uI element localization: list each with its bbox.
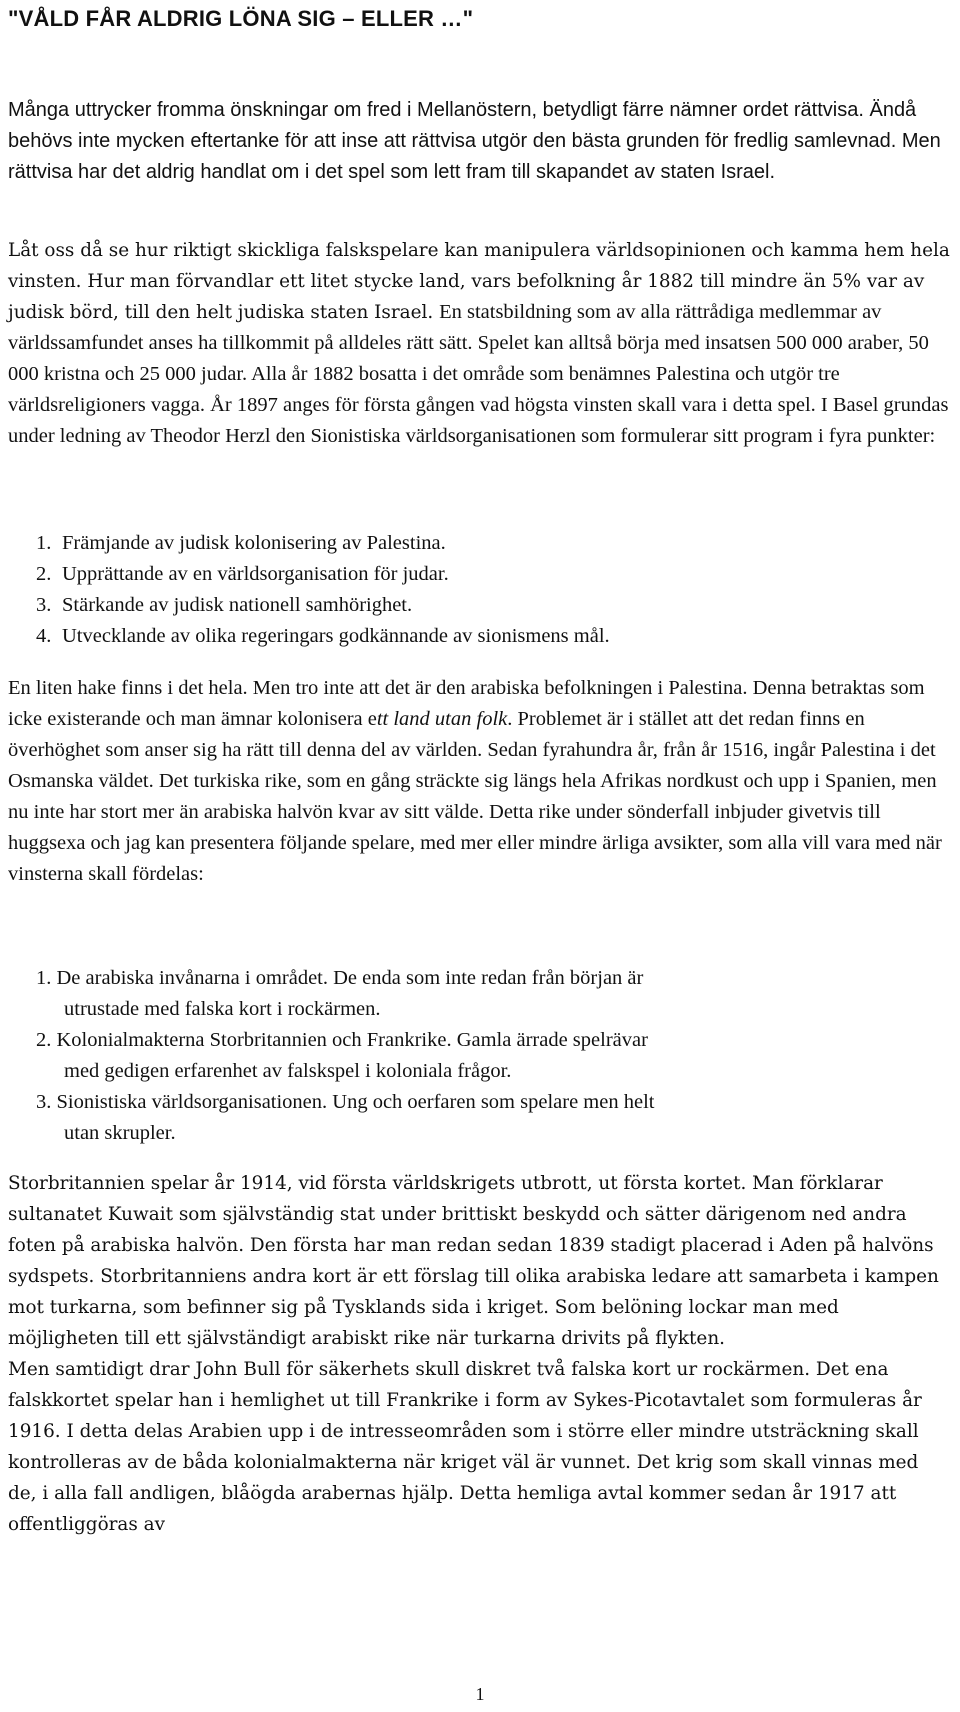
list-item: 4. Utvecklande av olika regeringars godkännande av sionismens mål.	[36, 625, 610, 647]
paragraph-falskspelare-part2: En statsbildning som av alla rättrådiga medlemmar av världssamfundet anses ha tillkommit på alldeles rätt sätt. Spelet kan alltså börja med insatsen 500 000 araber, 50 000 kristna och 25 000 judar. Alla år 1882 bosatta i det område som benämnes Palestina och utgör tre världsreligioners vagga. År 1897 anges för första gången vad högsta vinsten skall vara i detta spel. I Basel grundas under ledning av Theodor Herzl den Sionistiska världsorganisationen som formulerar sitt program i fyra punkter:	[8, 301, 949, 447]
list-item: 1. De arabiska invånarna i området. De enda som inte redan från början är utrustade med falska kort i rockärmen.	[36, 967, 644, 1020]
italic-phrase: tt land utan folk	[376, 708, 508, 730]
list-item: 3. Stärkande av judisk nationell samhörighet.	[36, 594, 413, 616]
paragraph-falskspelare	[8, 235, 952, 452]
list-item: 2. Upprättande av en världsorganisation för judar.	[36, 563, 449, 585]
document-title: "VÅLD FÅR ALDRIG LÖNA SIG – ELLER …"	[8, 6, 474, 31]
paragraph-storbritannien-part2: Men samtidigt drar John Bull för säkerhets skull diskret två falska kort ur rockärmen. Det ena falskkortet spelar han i hemlighet ut till Frankrike i form av Sykes-Picotavtalet som formuleras år 1916. I detta delas Arabien upp i de intresseområden som i större eller mindre utsträckning skall kontrolleras av de båda kolonialmakterna när kriget väl är vunnet. Det krig som skall vinnas med de, i alla fall andligen, blåögda arabernas hjälp. Detta hemliga avtal kommer sedan år 1917 att offentliggöras av	[8, 1359, 922, 1535]
list-item: 3. Sionistiska världsorganisationen. Ung och oerfaren som spelare men helt utan skrupler.	[36, 1091, 655, 1144]
page-number: 1	[475, 1684, 485, 1704]
paragraph-storbritannien-part1: Storbritannien spelar år 1914, vid första världskrigets utbrott, ut första kortet. Man förklarar sultanatet Kuwait som självständig stat under brittiskt beskydd och sätter därigenom ned andra foten på arabiska halvön. Den första har man redan sedan 1839 stadigt placerad i Aden på halvöns sydspets. Storbritanniens andra kort är ett förslag till olika arabiska ledare att samarbeta i kampen mot turkarna, som befinner sig på Tysklands sida i kriget. Som belöning lockar man med möjligheten till ett självständigt arabiskt rike när turkarna drivits på flykten.	[8, 1173, 939, 1349]
paragraph-storbritannien	[8, 1168, 952, 1540]
list-item: 1. Främjande av judisk kolonisering av Palestina.	[36, 532, 446, 554]
intro-paragraph: Många uttrycker fromma önskningar om fred i Mellanöstern, betydligt färre nämner ordet rättvisa. Ändå behövs inte mycken eftertanke för att inse att rättvisa utgör den bästa grunden för fredlig samlevnad. Men rättvisa har det aldrig handlat om i det spel som lett fram till skapandet av staten Israel.	[8, 99, 941, 183]
zionist-program-list	[36, 528, 960, 652]
paragraph-hake: En liten hake finns i det hela. Men tro inte att det är den arabiska befolkningen i Palestina. Denna betraktas som icke existerande och man ämnar kolonisera ett land utan folk. Problemet är i stället att det redan finns en överhöghet som anser sig ha rätt till denna del av världen. Sedan fyrahundra år, från år 1516, ingår Palestina i det Osmanska väldet. Det turkiska rike, som en gång sträckte sig längs hela Afrikas nordkust och upp i Spanien, men nu inte har stort mer än arabiska halvön kvar av sitt välde. Detta rike under sönderfall inbjuder givetvis till huggsexa och jag kan presentera följande spelare, med mer eller mindre ärliga avsikter, som alla vill vara med när vinsterna skall fördelas:	[8, 677, 942, 885]
players-list	[36, 963, 960, 1149]
paragraph-falskspelare-part1: Låt oss då se hur riktigt skickliga falskspelare kan manipulera världsopinionen och kamma hem hela vinsten. Hur man förvandlar ett litet stycke land, vars befolkning år 1882 till mindre än 5% var av judisk börd, till den helt judiska staten Israel.	[8, 240, 950, 323]
list-item: 2. Kolonialmakterna Storbritannien och Frankrike. Gamla ärrade spelrävar med gedigen erfarenhet av falskspel i koloniala frågor.	[36, 1029, 648, 1082]
